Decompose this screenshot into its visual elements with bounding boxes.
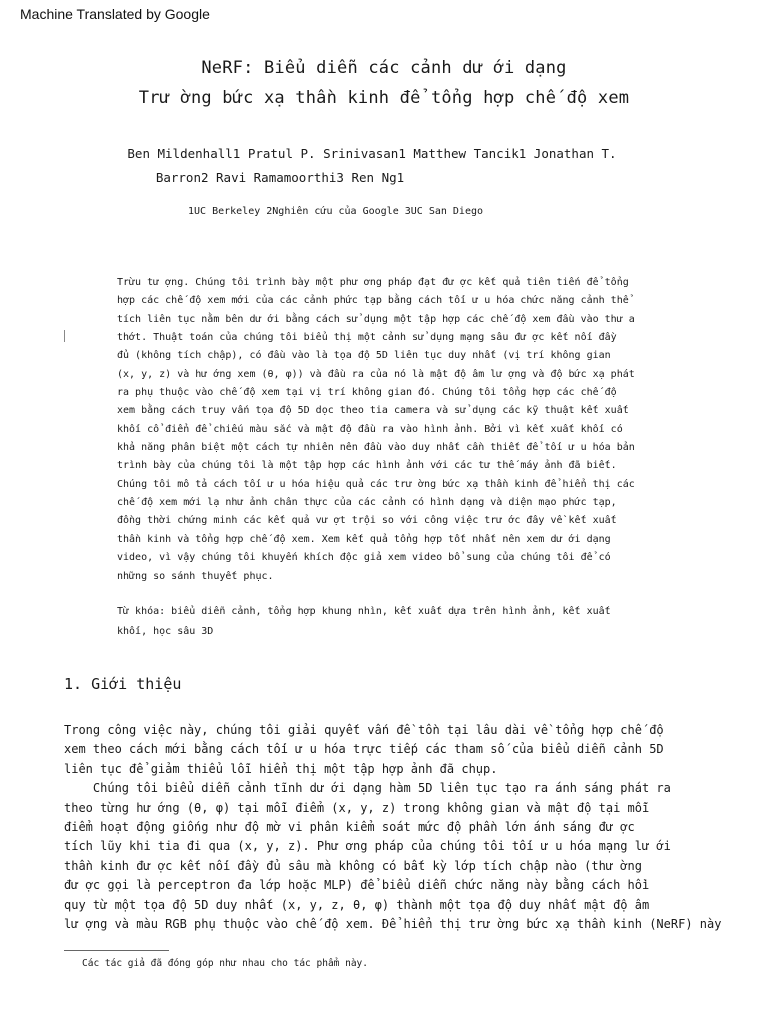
author-list-line-2: Barron2 Ravi Ramamoorthi3 Ren Ng1	[155, 170, 405, 185]
abstract-line: đủ (không tích chập), có đầu vào là tọa độ 5D liên tục duy nhất (vị trí không gian	[117, 350, 611, 362]
abstract-line: khả năng phân biệt một cách tự nhiên nên đầu vào duy nhất cần thiết để tối ư u hóa bản	[117, 442, 635, 454]
body-line: lư ợng và màu RGB phụ thuộc vào chế độ xem. Để hiển thị trư ờng bức xạ thần kinh (NeRF) này	[64, 917, 722, 932]
body-line: liên tục để giảm thiểu lỗi hiển thị một tập hợp ảnh đã chụp.	[64, 761, 498, 776]
paper-title-line-2: Trư ờng bức xạ thần kinh để tổng hợp chế độ xem	[138, 88, 630, 108]
abstract-line: video, vì vậy chúng tôi khuyến khích độc giả xem video bổ sung của chúng tôi để có	[117, 552, 611, 564]
footnote-rule	[64, 950, 169, 951]
section-heading: 1. Giới thiệu	[64, 675, 182, 693]
keywords	[117, 602, 657, 642]
body-line: Chúng tôi biểu diễn cảnh tĩnh dư ới dạng hàm 5D liên tục tạo ra ánh sáng phát ra	[64, 781, 671, 796]
abstract-line: thớt. Thuật toán của chúng tôi biểu thị một cảnh sử dụng mạng sâu đư ợc kết nối đầy	[117, 332, 617, 344]
abstract-line: ra phụ thuộc vào chế độ xem tại vị trí không gian đó. Chúng tôi tổng hợp các chế độ	[117, 387, 617, 399]
abstract-line: chế độ xem mới lạ như ảnh chân thực của các cảnh có hình dạng và diện mạo phức tạp,	[117, 497, 617, 509]
keywords-line: Từ khóa: biểu diễn cảnh, tổng hợp khung nhìn, kết xuất dựa trên hình ảnh, kết xuất	[117, 606, 611, 617]
body-line: quy từ một tọa độ 5D duy nhất (x, y, z, θ, φ) thành một tọa độ duy nhất mật độ âm	[64, 897, 650, 912]
abstract-line: những so sánh thuyết phục.	[117, 570, 274, 582]
abstract	[117, 274, 657, 586]
body-line: đư ợc gọi là perceptron đa lớp hoặc MLP) để biểu diễn chức năng này bằng cách hồi	[64, 878, 650, 893]
abstract-line: tích liên tục nằm bên dư ới bằng cách sử dụng một tập hợp các chế độ xem đầu vào thư a	[117, 313, 635, 325]
body-line: theo từng hư ớng (θ, φ) tại mỗi điểm (x, y, z) trong không gian và mật độ tại mỗi	[64, 800, 650, 815]
abstract-line: đồng thời chứng minh các kết quả vư ợt trội so với công việc trư ớc đây về kết xuất	[117, 515, 617, 527]
abstract-line: Chúng tôi mô tả cách tối ư u hóa hiệu quả các trư ờng bức xạ thần kinh để hiển thị các	[117, 478, 635, 490]
author-list-line-1: Ben Mildenhall1 Pratul P. Srinivasan1 Matthew Tancik1 Jonathan T.	[127, 146, 617, 161]
translation-banner: Machine Translated by Google	[20, 6, 210, 22]
body-line: điểm hoạt động giống như độ mờ vi phân kiểm soát mức độ phần lớn ánh sáng đư ợc	[64, 820, 635, 835]
body-line: Trong công việc này, chúng tôi giải quyết vấn đề tồn tại lâu dài về tổng hợp chế độ	[64, 723, 664, 737]
abstract-line: trình bày của chúng tôi là một tập hợp các hình ảnh với các tư thế máy ảnh đã biết.	[117, 460, 617, 472]
affiliations: 1UC Berkeley 2Nghiên cứu của Google 3UC San Diego	[188, 206, 484, 217]
paper-title-line-1: NeRF: Biểu diễn các cảnh dư ới dạng	[201, 58, 567, 78]
body-text	[64, 721, 764, 934]
abstract-line: (x, y, z) và hư ớng xem (θ, φ)) và đầu ra của nó là mật độ âm lư ợng và độ bức xạ phát	[117, 368, 635, 380]
margin-marker	[64, 330, 65, 342]
body-line: tích lũy khi tia đi qua (x, y, z). Phư ơng pháp của chúng tôi tối ư u hóa mạng lư ới	[64, 839, 671, 854]
footnote: Các tác giả đã đóng góp như nhau cho tác phẩm này.	[82, 958, 368, 969]
keywords-line: khối, học sâu 3D	[117, 626, 214, 637]
abstract-line: xem bằng cách truy vấn tọa độ 5D dọc theo tia camera và sử dụng các kỹ thuật kết xuất	[117, 405, 629, 417]
abstract-line: hợp các chế độ xem mới của các cảnh phức tạp bằng cách tối ư u hóa chức năng cảnh thể	[117, 295, 629, 307]
body-line: thần kinh đư ợc kết nối đầy đủ sâu mà không có bất kỳ lớp tích chập nào (thư ờng	[64, 858, 642, 873]
body-line: xem theo cách mới bằng cách tối ư u hóa trực tiếp các tham số của biểu diễn cảnh 5D	[64, 742, 664, 757]
abstract-line: Trừu tư ợng. Chúng tôi trình bày một phư ơng pháp đạt đư ợc kết quả tiên tiến để tổng	[117, 277, 629, 288]
abstract-line: khối cổ điển để chiếu màu sắc và mật độ đầu ra vào hình ảnh. Bởi vì kết xuất khối có	[117, 423, 623, 435]
abstract-line: thần kinh và tổng hợp chế độ xem. Xem kết quả tổng hợp tốt nhất nên xem dư ới dạng	[117, 533, 611, 545]
